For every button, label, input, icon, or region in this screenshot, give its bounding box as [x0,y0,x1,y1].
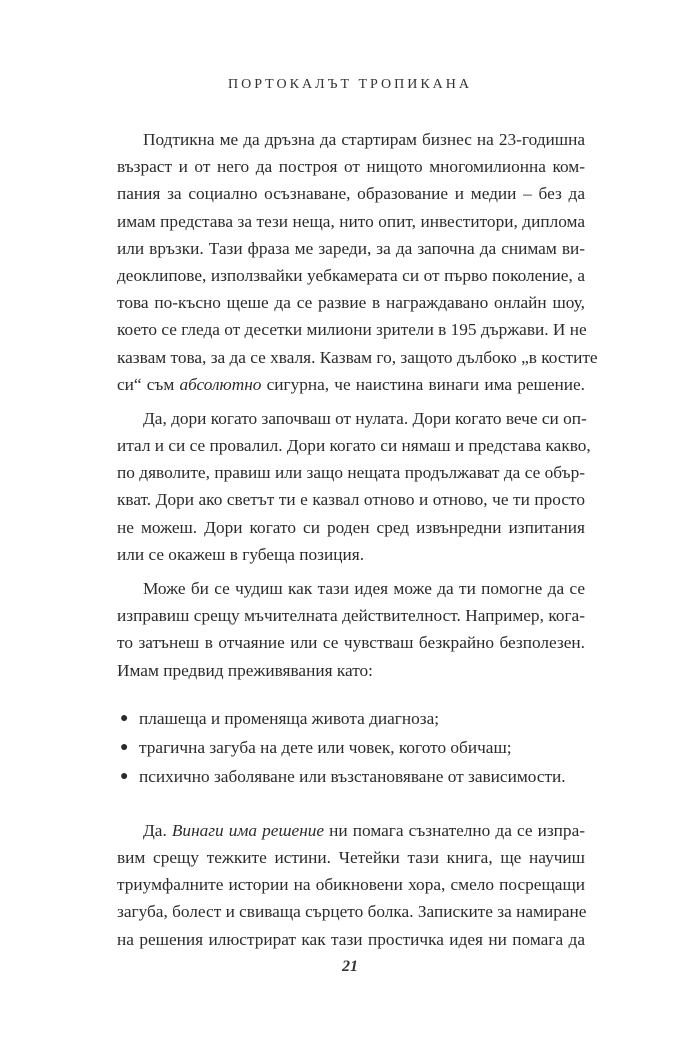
emphasis-text: Винаги има решение [171,820,325,840]
text-line: Имам предвид преживявания като: [117,660,373,680]
text-line: или връзки. Тази фраза ме зареди, за да започна да снимам ви- [117,238,585,258]
text-segment: Да. [143,820,172,840]
text-line: то затънеш в отчаяние или се чувстваш безкрайно безполезен. [117,633,585,653]
paragraph-3 [117,575,585,684]
paragraph-4 [117,817,585,953]
bullet-icon: ● [120,768,129,784]
text-line: вим срещу тежките истини. Четейки тази книга, ще научиш [117,847,585,867]
text-line: итал и си се провалил. Дори когато си нямаш и представа какво, [117,436,591,456]
text-line: Може би се чудиш как тази идея може да ти помогне да се [143,579,585,598]
bullet-icon: ● [120,739,129,755]
text-line: деоклипове, използвайки уебкамерата си от първо поколение, а [117,265,585,285]
text-line: което се гледа от десетки милиони зрители в 195 държави. И не [117,320,587,340]
list-item-text: плашеща и променяща живота диагноза; [139,708,440,728]
text-line: възраст и от него да построя от нищото многомилионна ком- [117,157,585,177]
text-line: това по-късно щеше да се развие в награждавано онлайн шоу, [117,293,585,313]
text-line: триумфалните истории на обикновени хора, смело посрещащи [117,875,585,895]
text-line [117,817,585,844]
list-item [117,762,585,791]
list-item-text: трагична загуба на дете или човек, когото обичаш; [139,737,512,757]
text-line: на решения илюстрират как тази простичка идея ни помага да [117,929,585,949]
paragraph-1 [117,126,598,398]
text-line: кват. Дори ако светът ти е казвал отново и отново, че ти просто [117,490,585,510]
list-item [117,704,585,733]
paragraph-2 [117,405,591,568]
emphasis-text: абсолютно [179,374,262,394]
text-line: изправиш срещу мъчителната действителност. Например, кога- [117,606,585,626]
body-text [117,126,598,953]
running-head: ПОРТОКАЛЪТ ТРОПИКАНА [227,77,473,92]
text-segment: сигурна, че наистина винаги има решение. [261,374,585,394]
list-item [117,733,585,762]
text-line: Да, дори когато започваш от нулата. Дори когато вече си оп- [143,408,587,428]
text-line: не можеш. Дори когато си роден сред извънредни изпитания [117,517,585,537]
text-line: имам представа за тези неща, нито опит, инвеститори, диплома [117,211,585,231]
text-line: казвам това, за да се хваля. Казвам го, защото дълбоко „в костите [117,347,598,367]
text-segment: си“ съм [117,374,180,394]
list-item-text: психично заболяване или възстановяване от зависимости. [139,766,566,786]
page-number: 21 [342,958,358,975]
text-segment: ни помага съзнателно да се изпра- [324,820,585,840]
text-line: Подтикна ме да дръзна да стартирам бизнес на 23-годишна [143,130,585,149]
bullet-icon: ● [120,710,129,726]
text-line: или се окажеш в губеща позиция. [117,544,365,564]
text-line: загуба, болест и свиваща сърцето болка. Записките за намиране [117,902,587,922]
text-line [117,371,585,398]
text-line: по дяволите, правиш или защо нещата продължават да се обър- [117,463,585,483]
bullet-list [117,704,585,791]
text-line: пания за социално осъзнаване, образование и медии – без да [117,184,585,204]
